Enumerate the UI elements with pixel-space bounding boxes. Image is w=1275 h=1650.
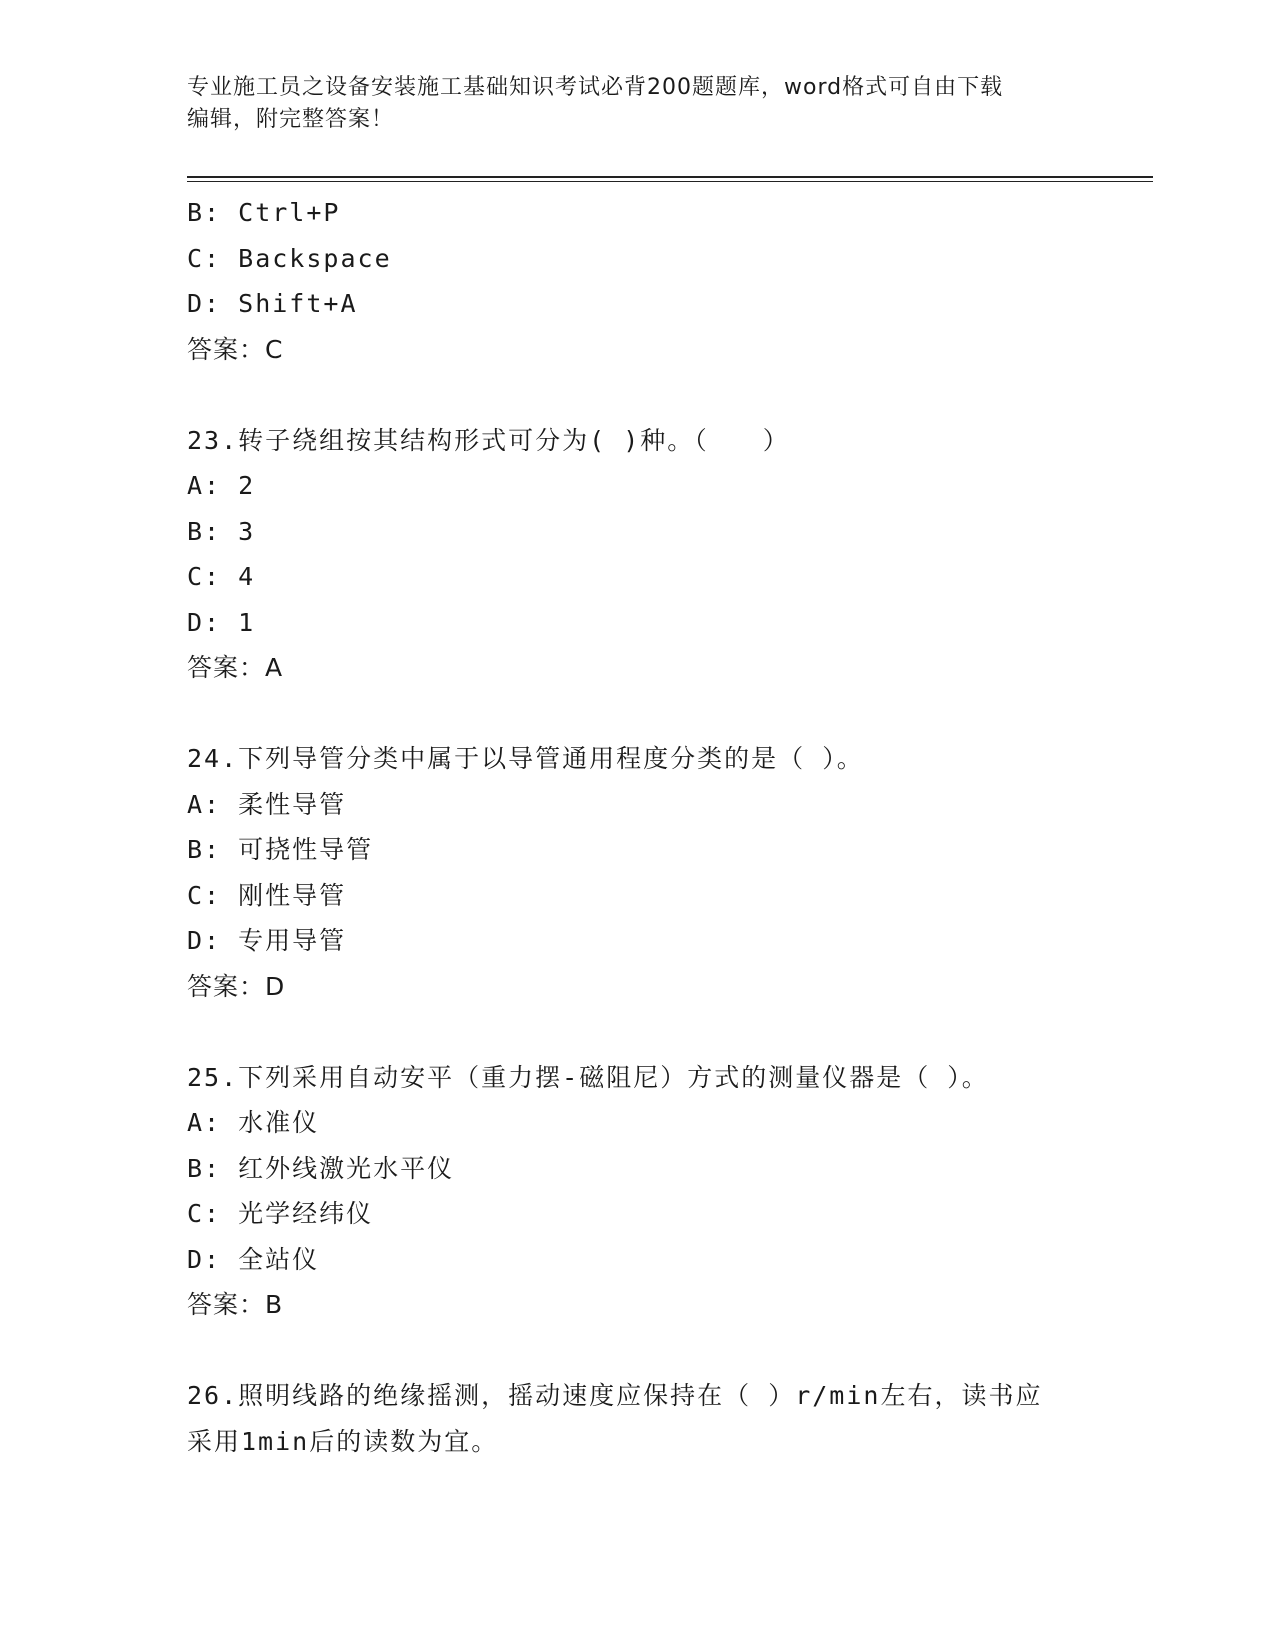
- question-list: [187, 190, 1087, 1464]
- header-title-line1: 专业施工员之设备安装施工基础知识考试必背200题题库，word格式可自由下载: [187, 75, 1004, 100]
- header-title-line2: 编辑，附完整答案！: [187, 107, 395, 132]
- question-text: 25.下列采用自动安平（重力摆-磁阻尼）方式的测量仪器是（ ）。: [187, 1062, 989, 1092]
- document-header: [187, 72, 1067, 136]
- spacer: [187, 1328, 1087, 1374]
- option-d: D: Shift+A: [187, 289, 358, 318]
- option-c: C: Backspace: [187, 243, 392, 273]
- option-c: C: 光学经纬仪: [187, 1199, 374, 1228]
- option-d: D: 全站仪: [187, 1244, 320, 1274]
- question-text: 23.转子绕组按其结构形式可分为( )种。（ ）: [187, 425, 790, 455]
- option-b: B: 3: [187, 516, 256, 546]
- spacer: [187, 372, 1087, 418]
- question-text-line2: 采用1min后的读数为宜。: [187, 1426, 499, 1456]
- option-b: B: Ctrl+P: [187, 198, 341, 227]
- option-d: D: 1: [187, 607, 256, 637]
- option-c: C: 刚性导管: [187, 880, 347, 910]
- option-a: A: 柔性导管: [187, 789, 347, 819]
- answer-line: 答案：D: [187, 971, 286, 1001]
- spacer: [187, 691, 1087, 737]
- question-23: [187, 418, 1087, 691]
- option-b: B: 红外线激光水平仪: [187, 1153, 455, 1183]
- option-a: A: 水准仪: [187, 1108, 320, 1137]
- question-25: [187, 1055, 1087, 1328]
- question-24: [187, 736, 1087, 1009]
- question-text-line1: 26.照明线路的绝缘摇测，摇动速度应保持在（ ）r/min左右，读书应: [187, 1381, 1043, 1410]
- option-d: D: 专用导管: [187, 926, 347, 955]
- answer-line: 答案：A: [187, 653, 284, 682]
- question-26: [187, 1373, 1087, 1464]
- spacer: [187, 1009, 1087, 1055]
- header-divider-thick: [187, 176, 1153, 178]
- question-22-tail: [187, 190, 1087, 372]
- answer-line: 答案：B: [187, 1290, 284, 1319]
- option-c: C: 4: [187, 562, 256, 591]
- question-text: 24.下列导管分类中属于以导管通用程度分类的是（ ）。: [187, 744, 864, 773]
- header-divider-thin: [187, 181, 1153, 182]
- option-b: B: 可挠性导管: [187, 835, 374, 864]
- option-a: A: 2: [187, 471, 256, 500]
- answer-line: 答案：C: [187, 334, 284, 364]
